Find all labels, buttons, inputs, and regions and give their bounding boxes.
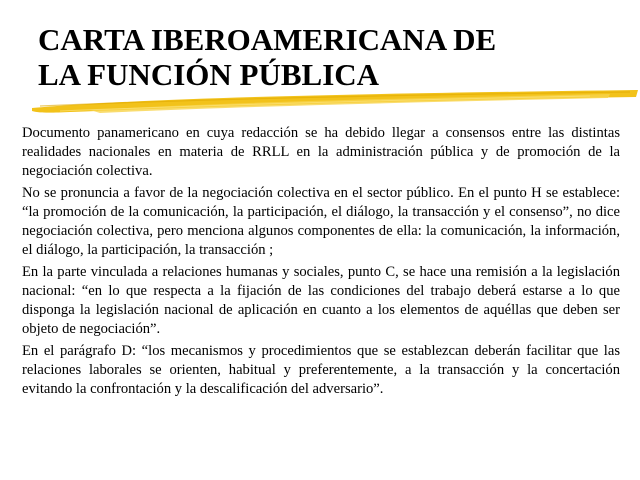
title-underline-brushstroke (30, 86, 640, 116)
paragraph-2: No se pronuncia a favor de la negociación colectiva en el sector público. En el punto H se establece: “la promoción de la comunicación, la participación, el diálogo, la transacción y el consenso”, no dice negociación colectiva, pero menciona algunos componentes de ella: la comunicación, la información, el diálogo, la participación, la transacción ; (22, 185, 620, 258)
paragraph-1: Documento panamericano en cuya redacción se ha debido llegar a consensos entre las distintas realidades nacionales en materia de RRLL en la administración pública y de promoción de la negociación colectiva. (22, 125, 620, 179)
paragraph-3: En la parte vinculada a relaciones humanas y sociales, punto C, se hace una remisión a la legislación nacional: “en lo que respecta a la fijación de las condiciones del trabajo deberá estarse a lo que disponga la legislación nacional de aplicación en cuanto a los elementos de aquéllas que deben ser objeto de negociación”. (22, 264, 620, 337)
slide-title-line-1: CARTA IBEROAMERICANA DE (38, 22, 497, 57)
slide-title-line-2: LA FUNCIÓN PÚBLICA (38, 57, 380, 92)
paragraph-4: En el parágrafo D: “los mecanismos y procedimientos que se establezcan deberán facilitar que las relaciones laborales se orienten, habitual y preferentemente, a la transacción y la concertación evitando la confrontación y la descalificación del adversario”. (22, 343, 620, 397)
slide-body (22, 124, 620, 402)
slide-title (38, 22, 618, 92)
